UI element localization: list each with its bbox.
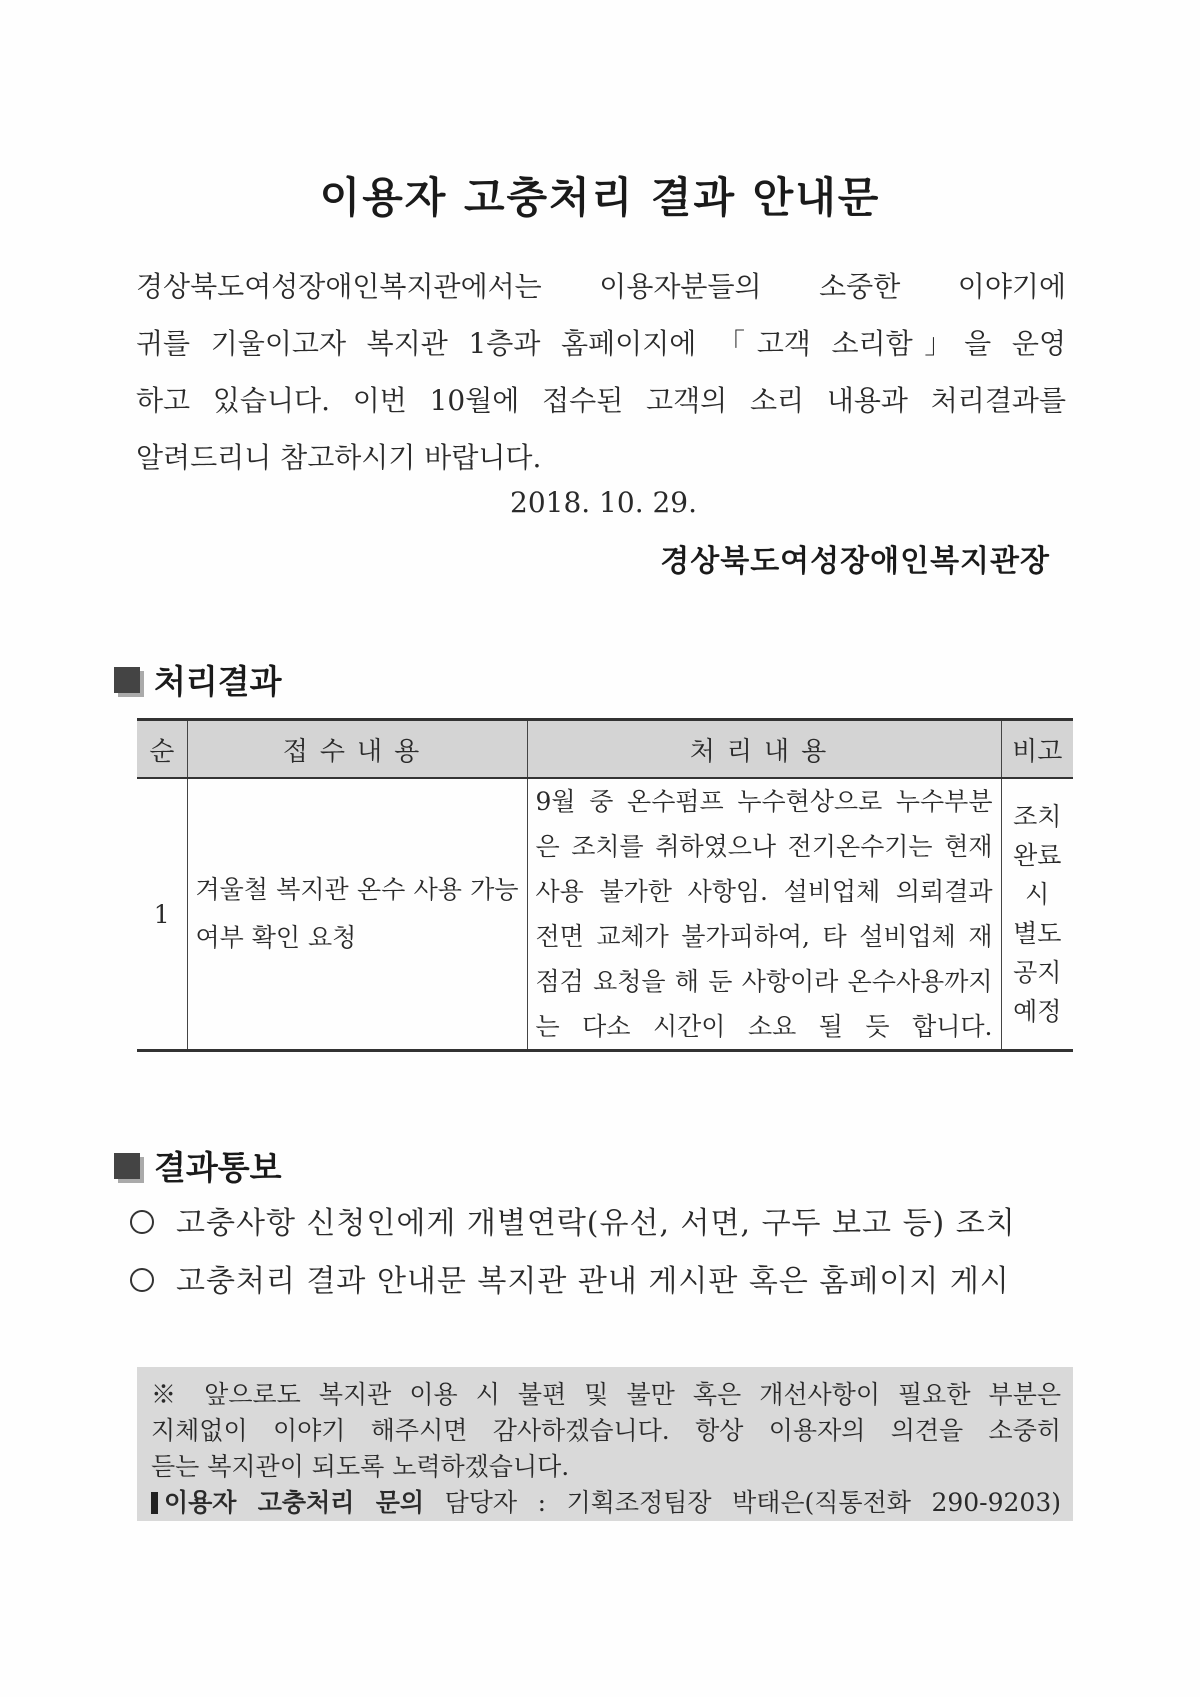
notice-line: ※ 앞으로도 복지관 이용 시 불편 및 불만 혹은 개선사항이 필요한 부분은 xyxy=(151,1380,1061,1409)
signer-name: 경상북도여성장애인복지관장 xyxy=(660,544,1050,579)
intro-line: 하고 있습니다. 이번 10월에 접수된 고객의 소리 내용과 처리결과를 xyxy=(136,384,1066,417)
intro-paragraph xyxy=(136,258,1066,486)
cell-no: 1 xyxy=(137,778,187,1051)
column-header-note: 비고 xyxy=(1001,720,1073,779)
square-bullet-icon xyxy=(114,1153,140,1179)
results-heading-label: 처리결과 xyxy=(154,662,282,701)
list-item xyxy=(130,1253,1016,1311)
table-row xyxy=(137,778,1073,1051)
circle-bullet-icon xyxy=(130,1210,154,1234)
column-header-processing: 처리내용 xyxy=(527,720,1001,779)
bar-bullet-icon xyxy=(151,1492,158,1514)
results-heading xyxy=(114,656,282,703)
document-date: 2018. 10. 29. xyxy=(510,486,698,519)
list-item-text: 고충사항 신청인에게 개별연락(유선, 서면, 구두 보고 등) 조치 xyxy=(176,1206,1016,1241)
document-title: 이용자 고충처리 결과 안내문 xyxy=(319,173,881,222)
contact-line xyxy=(151,1485,1061,1521)
contact-text: 담당자 : 기획조정팀장 박태은(직통전화 290-9203) xyxy=(444,1488,1061,1517)
cell-processing: 9월 중 온수펌프 누수현상으로 누수부분은 조치를 취하였으나 전기온수기는 현재 사용 불가한 사항임. 설비업체 의뢰결과 전면 교체가 불가피하여, 타 설비업체 재점검 요청을 해 둔 사항이라 온수사용까지는 다소 시간이 소요 될 듯 합니다. xyxy=(527,778,1001,1051)
list-item xyxy=(130,1195,1016,1253)
column-header-no: 순 xyxy=(137,720,187,779)
column-header-received: 접수내용 xyxy=(187,720,527,779)
circle-bullet-icon xyxy=(130,1268,154,1292)
results-table xyxy=(137,718,1073,1052)
notification-list xyxy=(130,1195,1016,1311)
square-bullet-icon xyxy=(114,667,140,693)
notification-heading xyxy=(114,1142,282,1189)
cell-note: 조치 완료 시 별도 공지 예정 xyxy=(1001,778,1073,1051)
intro-line: 귀를 기울이고자 복지관 1층과 홈페이지에 「고객 소리함」을 운영 xyxy=(136,327,1066,360)
cell-received: 겨울철 복지관 온수 사용 가능 여부 확인 요청 xyxy=(187,778,527,1051)
notice-box xyxy=(137,1367,1073,1521)
notice-line: 듣는 복지관이 되도록 노력하겠습니다. xyxy=(151,1452,570,1481)
notification-heading-label: 결과통보 xyxy=(154,1148,282,1187)
intro-line: 알려드리니 참고하시기 바랍니다. xyxy=(136,441,542,474)
contact-label: 이용자 고충처리 문의 xyxy=(164,1488,425,1517)
list-item-text: 고충처리 결과 안내문 복지관 관내 게시판 혹은 홈페이지 게시 xyxy=(176,1264,1010,1299)
table-header-row xyxy=(137,720,1073,779)
intro-line: 경상북도여성장애인복지관에서는 이용자분들의 소중한 이야기에 xyxy=(136,270,1066,303)
notice-line: 지체없이 이야기 해주시면 감사하겠습니다. 항상 이용자의 의견을 소중히 xyxy=(151,1416,1061,1445)
